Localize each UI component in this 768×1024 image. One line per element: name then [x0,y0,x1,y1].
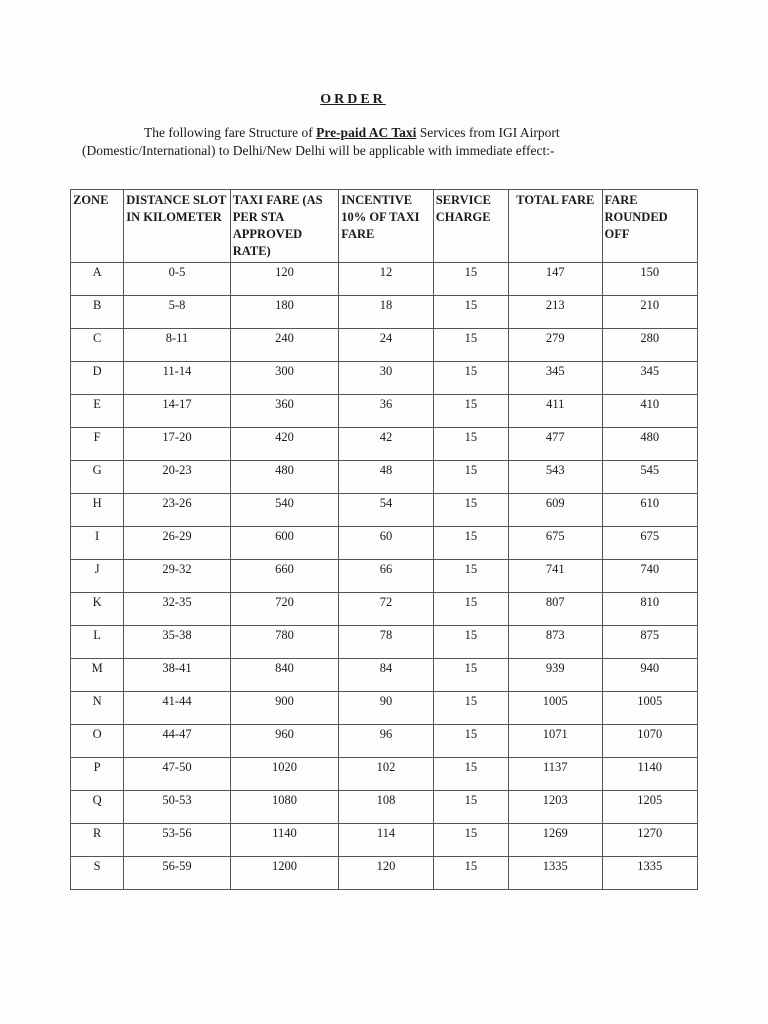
rounded-fare-cell: 875 [602,626,698,659]
zone-cell: I [71,527,124,560]
zone-cell: N [71,692,124,725]
distance-cell: 35-38 [124,626,231,659]
incentive-cell: 60 [339,527,433,560]
rounded-fare-cell: 280 [602,329,698,362]
taxi-fare-cell: 1080 [230,791,339,824]
service-charge-cell: 15 [433,527,508,560]
header-zone: ZONE [71,190,124,263]
table-row [71,362,698,395]
incentive-cell: 114 [339,824,433,857]
table-row [71,560,698,593]
incentive-cell: 72 [339,593,433,626]
incentive-cell: 36 [339,395,433,428]
taxi-fare-cell: 660 [230,560,339,593]
rounded-fare-cell: 1335 [602,857,698,890]
taxi-fare-cell: 180 [230,296,339,329]
taxi-fare-cell: 960 [230,725,339,758]
service-charge-cell: 15 [433,593,508,626]
total-fare-cell: 345 [509,362,602,395]
zone-cell: G [71,461,124,494]
rounded-fare-cell: 1140 [602,758,698,791]
total-fare-cell: 939 [509,659,602,692]
taxi-fare-cell: 780 [230,626,339,659]
table-row [71,824,698,857]
total-fare-cell: 807 [509,593,602,626]
incentive-cell: 84 [339,659,433,692]
distance-cell: 14-17 [124,395,231,428]
distance-cell: 26-29 [124,527,231,560]
rounded-fare-cell: 210 [602,296,698,329]
zone-cell: K [71,593,124,626]
table-row [71,626,698,659]
table-row [71,659,698,692]
table-row [71,395,698,428]
taxi-fare-cell: 540 [230,494,339,527]
table-row [71,527,698,560]
table-row [71,758,698,791]
header-taxi-fare: TAXI FARE (AS PER STA APPROVED RATE) [230,190,339,263]
service-charge-cell: 15 [433,362,508,395]
incentive-cell: 24 [339,329,433,362]
total-fare-cell: 411 [509,395,602,428]
service-charge-cell: 15 [433,824,508,857]
rounded-fare-cell: 1005 [602,692,698,725]
rounded-fare-cell: 610 [602,494,698,527]
distance-cell: 50-53 [124,791,231,824]
distance-cell: 56-59 [124,857,231,890]
header-incentive: INCENTIVE 10% OF TAXI FARE [339,190,433,263]
service-charge-cell: 15 [433,428,508,461]
total-fare-cell: 279 [509,329,602,362]
total-fare-cell: 675 [509,527,602,560]
distance-cell: 38-41 [124,659,231,692]
header-distance: DISTANCE SLOT IN KILOMETER [124,190,231,263]
service-charge-cell: 15 [433,461,508,494]
rounded-fare-cell: 545 [602,461,698,494]
table-row [71,692,698,725]
zone-cell: M [71,659,124,692]
rounded-fare-cell: 740 [602,560,698,593]
zone-cell: Q [71,791,124,824]
service-charge-cell: 15 [433,263,508,296]
incentive-cell: 120 [339,857,433,890]
table-row [71,461,698,494]
service-charge-cell: 15 [433,725,508,758]
incentive-cell: 30 [339,362,433,395]
zone-cell: E [71,395,124,428]
incentive-cell: 12 [339,263,433,296]
rounded-fare-cell: 1205 [602,791,698,824]
incentive-cell: 54 [339,494,433,527]
taxi-fare-cell: 360 [230,395,339,428]
zone-cell: O [71,725,124,758]
header-total-fare: TOTAL FARE [509,190,602,263]
service-charge-cell: 15 [433,395,508,428]
incentive-cell: 66 [339,560,433,593]
incentive-cell: 42 [339,428,433,461]
taxi-fare-cell: 300 [230,362,339,395]
total-fare-cell: 543 [509,461,602,494]
distance-cell: 23-26 [124,494,231,527]
incentive-cell: 108 [339,791,433,824]
total-fare-cell: 609 [509,494,602,527]
distance-cell: 17-20 [124,428,231,461]
intro-line2: (Domestic/International) to Delhi/New Delhi will be applicable with immediate effect:- [82,143,555,158]
rounded-fare-cell: 150 [602,263,698,296]
service-charge-cell: 15 [433,494,508,527]
intro-lead-text: The following fare Structure of [144,125,317,140]
incentive-cell: 102 [339,758,433,791]
service-charge-cell: 15 [433,329,508,362]
incentive-cell: 90 [339,692,433,725]
zone-cell: H [71,494,124,527]
total-fare-cell: 1269 [509,824,602,857]
distance-cell: 53-56 [124,824,231,857]
incentive-cell: 48 [339,461,433,494]
total-fare-cell: 741 [509,560,602,593]
distance-cell: 20-23 [124,461,231,494]
distance-cell: 0-5 [124,263,231,296]
header-service-charge: SERVICE CHARGE [433,190,508,263]
zone-cell: J [71,560,124,593]
rounded-fare-cell: 940 [602,659,698,692]
distance-cell: 32-35 [124,593,231,626]
rounded-fare-cell: 480 [602,428,698,461]
service-charge-cell: 15 [433,791,508,824]
taxi-fare-cell: 240 [230,329,339,362]
service-charge-cell: 15 [433,560,508,593]
zone-cell: A [71,263,124,296]
total-fare-cell: 213 [509,296,602,329]
table-row [71,857,698,890]
service-charge-cell: 15 [433,692,508,725]
zone-cell: L [71,626,124,659]
zone-cell: D [71,362,124,395]
total-fare-cell: 477 [509,428,602,461]
distance-cell: 11-14 [124,362,231,395]
incentive-cell: 78 [339,626,433,659]
total-fare-cell: 1137 [509,758,602,791]
service-charge-cell: 15 [433,296,508,329]
total-fare-cell: 1071 [509,725,602,758]
table-header-row [71,190,698,263]
incentive-cell: 96 [339,725,433,758]
table-row [71,263,698,296]
taxi-fare-cell: 120 [230,263,339,296]
distance-cell: 8-11 [124,329,231,362]
zone-cell: F [71,428,124,461]
taxi-fare-cell: 480 [230,461,339,494]
incentive-cell: 18 [339,296,433,329]
table-row [71,593,698,626]
table-row [71,725,698,758]
distance-cell: 47-50 [124,758,231,791]
document-title: ORDER [320,92,386,107]
zone-cell: R [71,824,124,857]
total-fare-cell: 1203 [509,791,602,824]
rounded-fare-cell: 345 [602,362,698,395]
fare-table [70,189,698,890]
rounded-fare-cell: 1070 [602,725,698,758]
rounded-fare-cell: 410 [602,395,698,428]
service-charge-cell: 15 [433,857,508,890]
service-charge-cell: 15 [433,758,508,791]
distance-cell: 5-8 [124,296,231,329]
total-fare-cell: 1335 [509,857,602,890]
zone-cell: S [71,857,124,890]
taxi-fare-cell: 840 [230,659,339,692]
zone-cell: B [71,296,124,329]
distance-cell: 41-44 [124,692,231,725]
service-charge-cell: 15 [433,626,508,659]
table-row [71,329,698,362]
table-body [71,263,698,890]
taxi-fare-cell: 1020 [230,758,339,791]
taxi-fare-cell: 720 [230,593,339,626]
rounded-fare-cell: 1270 [602,824,698,857]
zone-cell: P [71,758,124,791]
taxi-fare-cell: 1200 [230,857,339,890]
distance-cell: 44-47 [124,725,231,758]
taxi-fare-cell: 1140 [230,824,339,857]
service-charge-cell: 15 [433,659,508,692]
table-row [71,494,698,527]
intro-line1-tail: Services from IGI Airport [416,125,560,140]
table-row [71,296,698,329]
table-row [71,428,698,461]
taxi-fare-cell: 900 [230,692,339,725]
rounded-fare-cell: 675 [602,527,698,560]
taxi-fare-cell: 420 [230,428,339,461]
distance-cell: 29-32 [124,560,231,593]
total-fare-cell: 873 [509,626,602,659]
table-row [71,791,698,824]
taxi-fare-cell: 600 [230,527,339,560]
total-fare-cell: 1005 [509,692,602,725]
zone-cell: C [71,329,124,362]
intro-paragraph [82,124,672,160]
rounded-fare-cell: 810 [602,593,698,626]
total-fare-cell: 147 [509,263,602,296]
intro-emphasis-text: Pre-paid AC Taxi [316,125,417,140]
header-fare-rounded: FARE ROUNDED OFF [602,190,698,263]
